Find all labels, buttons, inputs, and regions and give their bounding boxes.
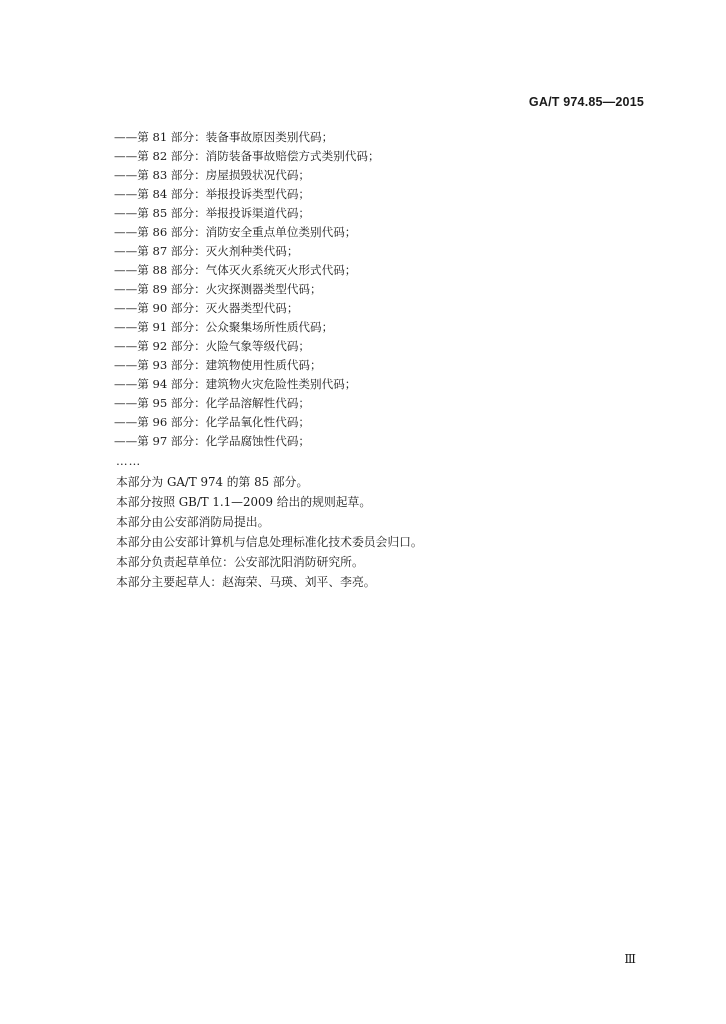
list-item: ——第 85 部分：举报投诉渠道代码； xyxy=(114,206,311,220)
page-number: Ⅲ xyxy=(624,952,636,966)
parts-list xyxy=(114,128,380,451)
foreword-paragraph: 本部分主要起草人：赵海荣、马瑛、刘平、李亮。 xyxy=(116,575,376,589)
foreword-paragraph: 本部分由公安部消防局提出。 xyxy=(116,515,270,529)
document-code: GA/T 974.85—2015 xyxy=(528,95,644,109)
list-item: ——第 96 部分：化学品氧化性代码； xyxy=(114,415,311,429)
list-item: ——第 83 部分：房屋损毁状况代码； xyxy=(114,168,311,182)
list-item: ——第 94 部分：建筑物火灾危险性类别代码； xyxy=(114,377,357,391)
foreword-paragraph: 本部分按照 GB/T 1.1—2009 给出的规则起草。 xyxy=(116,495,372,509)
list-ellipsis: …… xyxy=(116,454,142,468)
foreword-paragraph: 本部分负责起草单位：公安部沈阳消防研究所。 xyxy=(116,555,364,569)
foreword-paragraph: 本部分为 GA/T 974 的第 85 部分。 xyxy=(116,475,309,489)
list-item: ——第 86 部分：消防安全重点单位类别代码； xyxy=(114,225,357,239)
list-item: ——第 91 部分：公众聚集场所性质代码； xyxy=(114,320,334,334)
list-item: ——第 87 部分：灭火剂种类代码； xyxy=(114,244,299,258)
list-item: ——第 92 部分：火险气象等级代码； xyxy=(114,339,311,353)
list-item: ——第 81 部分：装备事故原因类别代码； xyxy=(114,130,334,144)
list-item: ——第 90 部分：灭火器类型代码； xyxy=(114,301,299,315)
foreword-paragraph: 本部分由公安部计算机与信息处理标准化技术委员会归口。 xyxy=(116,535,423,549)
list-item: ——第 84 部分：举报投诉类型代码； xyxy=(114,187,311,201)
list-item: ——第 88 部分：气体灭火系统灭火形式代码； xyxy=(114,263,357,277)
list-item: ——第 82 部分：消防装备事故赔偿方式类别代码； xyxy=(114,149,380,163)
list-item: ——第 95 部分：化学品溶解性代码； xyxy=(114,396,311,410)
list-item: ——第 93 部分：建筑物使用性质代码； xyxy=(114,358,322,372)
foreword-body xyxy=(116,472,423,592)
list-item: ——第 97 部分：化学品腐蚀性代码； xyxy=(114,434,311,448)
list-item: ——第 89 部分：火灾探测器类型代码； xyxy=(114,282,322,296)
